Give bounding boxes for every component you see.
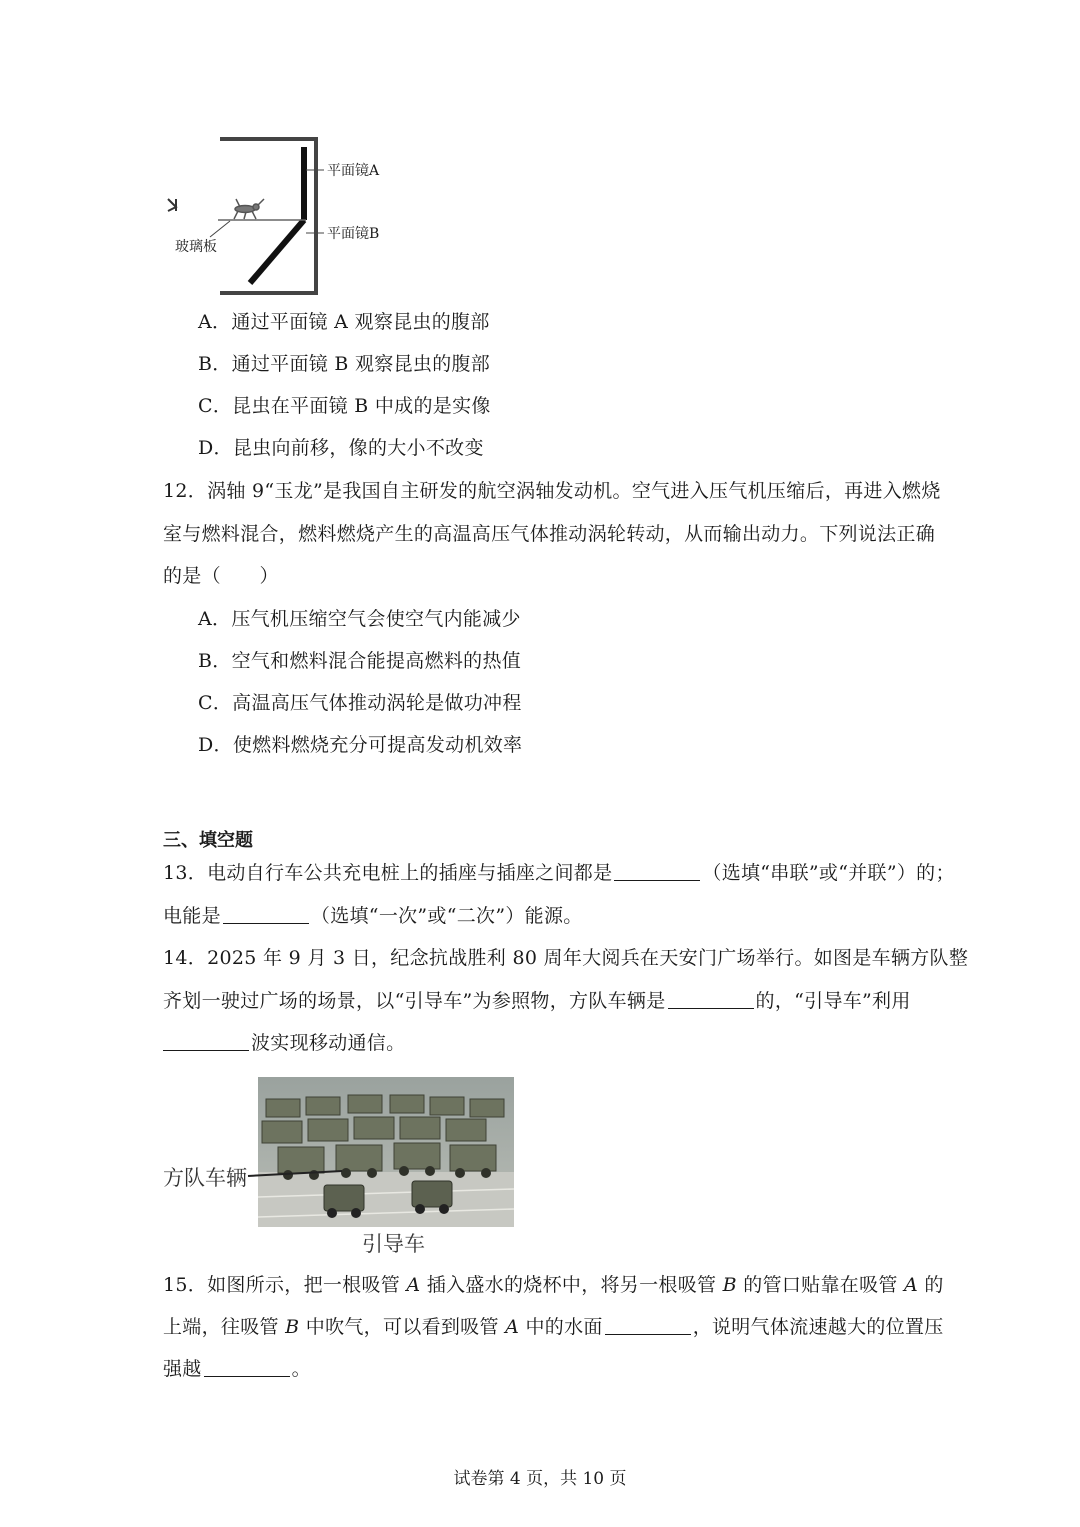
q13-line-2: 电能是 （选填“一次”或“二次”）能源。 bbox=[163, 905, 583, 927]
q13-blank-1[interactable] bbox=[614, 862, 700, 881]
q14-blank-2[interactable] bbox=[163, 1032, 249, 1051]
q15-line-1: 15．如图所示，把一根吸管 A 插入盛水的烧杯中，将另一根吸管 B 的管口贴靠在吸管 A 的 bbox=[163, 1274, 944, 1296]
q11-option-d: D．昆虫向前移，像的大小不改变 bbox=[198, 437, 484, 459]
label-formation-vehicles: 方队车辆 bbox=[163, 1166, 247, 1190]
q13-line-1: 13．电动自行车公共充电桩上的插座与插座之间都是 （选填“串联”或“并联”）的； bbox=[163, 862, 955, 884]
q12-option-a: A．压气机压缩空气会使空气内能减少 bbox=[198, 608, 521, 630]
q15-line-2: 上端，往吸管 B 中吹气，可以看到吸管 A 中的水面 ，说明气体流速越大的位置压 bbox=[163, 1316, 944, 1338]
q14-blank-1[interactable] bbox=[668, 990, 754, 1009]
label-lead-vehicle: 引导车 bbox=[362, 1232, 425, 1256]
q14-line-2: 齐划一驶过广场的场景，以“引导车”为参照物，方队车辆是 的，“引导车”利用 bbox=[163, 990, 911, 1012]
q11-option-c: C．昆虫在平面镜 B 中成的是实像 bbox=[198, 395, 491, 417]
q11-option-a: A．通过平面镜 A 观察昆虫的腹部 bbox=[198, 311, 490, 333]
q12-line-2: 室与燃料混合，燃料燃烧产生的高温高压气体推动涡轮转动，从而输出动力。下列说法正确 bbox=[163, 523, 936, 545]
leader-glass bbox=[210, 221, 230, 237]
label-glass: 玻璃板 bbox=[175, 239, 217, 255]
q12-option-d: D．使燃料燃烧充分可提高发动机效率 bbox=[198, 734, 523, 756]
q12-line-3: 的是（ ） bbox=[163, 565, 279, 587]
q15-blank-1[interactable] bbox=[605, 1316, 691, 1335]
q15-line-3: 强越 。 bbox=[163, 1358, 311, 1380]
eye-icon bbox=[168, 199, 176, 211]
q12-option-c: C．高温高压气体推动涡轮是做功冲程 bbox=[198, 692, 522, 714]
label-mirror-b: 平面镜B bbox=[327, 226, 380, 242]
formation-pointer-line bbox=[246, 1165, 346, 1185]
q11-option-b: B．通过平面镜 B 观察昆虫的腹部 bbox=[198, 353, 491, 375]
mirror-b bbox=[250, 220, 304, 283]
parade-photo bbox=[258, 1077, 514, 1227]
q12-option-b: B．空气和燃料混合能提高燃料的热值 bbox=[198, 650, 522, 672]
q13-blank-2[interactable] bbox=[223, 905, 309, 924]
q14-line-1: 14．2025 年 9 月 3 日，纪念抗战胜利 80 周年大阅兵在天安门广场举行。如图是车辆方队整 bbox=[163, 947, 969, 969]
page-footer: 试卷第 4 页，共 10 页 bbox=[453, 1469, 627, 1489]
mirror-box-figure bbox=[150, 125, 410, 300]
q12-line-1: 12．涡轴 9“玉龙”是我国自主研发的航空涡轴发动机。空气进入压气机压缩后，再进入燃烧 bbox=[163, 480, 941, 502]
section-title: 三、填空题 bbox=[163, 830, 253, 851]
q15-blank-2[interactable] bbox=[204, 1358, 290, 1377]
q14-line-3: 波实现移动通信。 bbox=[163, 1031, 405, 1055]
insect-icon bbox=[234, 199, 264, 219]
label-mirror-a: 平面镜A bbox=[327, 163, 380, 179]
